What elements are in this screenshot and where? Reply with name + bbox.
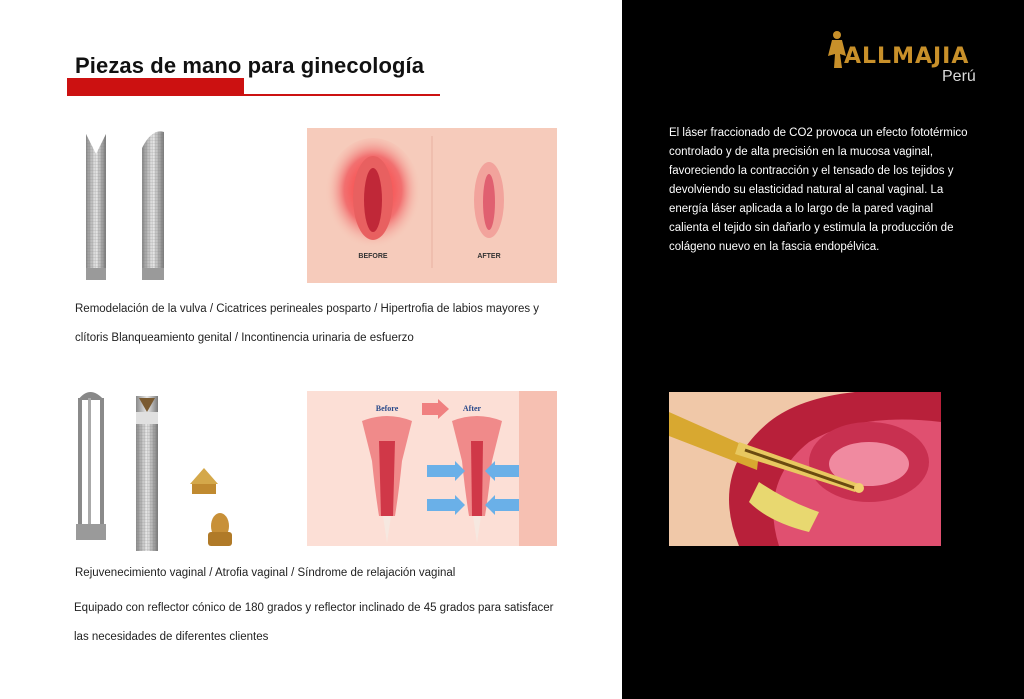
title-underline (67, 94, 440, 96)
vaginal-image-labels (307, 391, 557, 546)
brand-name: ALLMAJIA (844, 44, 970, 69)
page-title: Piezas de mano para ginecología (75, 53, 425, 78)
laser-procedure-image (669, 392, 941, 546)
after-label: AFTER (477, 253, 501, 260)
section2-text2-line1: Equipado con reflector cónico de 180 grados y reflector inclinado de 45 grados para satisfacer (74, 602, 554, 614)
section1-text-line1: Remodelación de la vulva / Cicatrices perineales posparto / Hipertrofia de labios mayores y (75, 303, 540, 315)
right-panel (622, 0, 1024, 699)
laser-description: El láser fraccionado de CO2 provoca un efecto fototérmico controlado y de alta precisión en la mucosa vaginal, favoreciendo la contracción y el tensado de los tejidos y devolviendo su elasticidad natural al canal vaginal. La energía láser aplicada a lo largo de la pared vaginal calienta el tejido sin dañarlo y estimula la producción de colágeno nuevo en la fascia endopélvica. (669, 127, 968, 253)
before-label: BEFORE (358, 253, 388, 260)
vulva-image-labels (307, 128, 557, 283)
section1-text-line2: clítoris Blanqueamiento genital / Incontinencia urinaria de esfuerzo (75, 332, 414, 344)
brand-logo (826, 30, 986, 90)
after-label-2: After (462, 404, 482, 413)
vaginal-handpieces-image (72, 384, 242, 556)
section2-text: Rejuvenecimiento vaginal / Atrofia vaginal / Síndrome de relajación vaginal (75, 567, 456, 579)
before-label-2: Before (375, 404, 399, 413)
vulva-handpieces-image (80, 128, 180, 284)
brand-country: Perú (942, 68, 976, 85)
section2-text2-line2: las necesidades de diferentes clientes (74, 631, 269, 643)
